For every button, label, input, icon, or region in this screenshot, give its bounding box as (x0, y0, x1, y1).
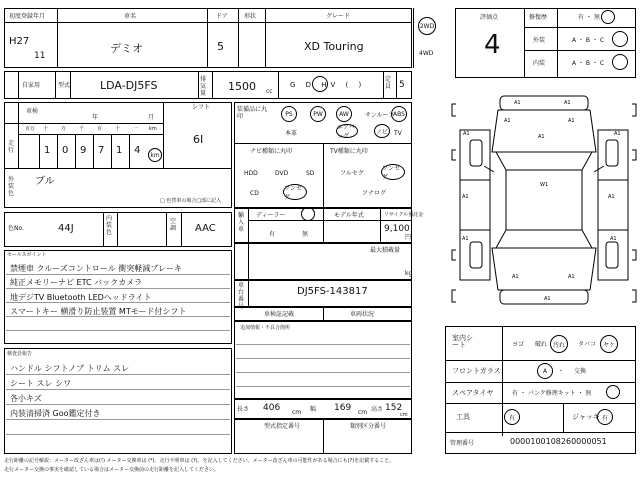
leather-label: 本革 (285, 130, 298, 137)
digit-header: 百万 (25, 126, 36, 132)
nav-dvd: DVD (275, 170, 289, 177)
max-load-unit: kg (405, 270, 413, 277)
mark-13: A1 (512, 274, 519, 280)
mark-1: A1 (514, 100, 521, 106)
right-side (598, 130, 628, 280)
dealer-no: 無 (302, 231, 309, 238)
width-unit: cm (358, 409, 368, 416)
left-side (460, 130, 490, 280)
length-label: 長さ (237, 406, 250, 413)
sales-points-label: セールスポイント (7, 252, 47, 258)
seat-opt-2: 破れ (535, 341, 548, 348)
2wd-circle: 2WD (418, 17, 436, 35)
km-circle: km (148, 148, 162, 162)
name-label: 車名 (124, 13, 137, 20)
abs-circle: ABS (391, 106, 407, 122)
chassis-label: 車台番号 (238, 282, 245, 310)
tv-analog: アナログ (362, 190, 387, 197)
capacity-value: 5 (399, 80, 405, 90)
model-value: LDA-DJ5FS (100, 79, 158, 92)
mileage-digit: 4 (134, 145, 141, 156)
interior-c-circle (612, 54, 628, 70)
bracket-bl2 (452, 290, 456, 302)
interior-label: 内装 (533, 60, 546, 67)
color-no-label: 色No. (8, 225, 24, 232)
mileage-digit: 1 (44, 145, 51, 156)
aw-circle: AW (336, 106, 352, 122)
tv-label: TV (394, 130, 402, 137)
ps-circle: PS (281, 106, 297, 122)
sales-line-4: スマートキー 横滑り防止装置 MTモード付シフト (10, 307, 187, 316)
model-year-label: モデル年式 (334, 212, 364, 219)
bracket-br2 (632, 290, 636, 302)
mileage-label: 走行 (8, 140, 15, 154)
seat-dirt-circle: 汚れ (550, 335, 568, 353)
grade-value: XD Touring (304, 40, 364, 53)
nav-cd: CD (250, 190, 259, 197)
bracket-mr (632, 150, 636, 160)
bracket-tl (452, 104, 456, 116)
fuel-options: G D HV ( ) (290, 81, 366, 89)
notes-box (234, 321, 412, 399)
mark-8: A1 (462, 194, 469, 200)
seat-label: 室内シート (452, 334, 473, 349)
roof (506, 170, 582, 230)
color-label: 外装色 (8, 176, 15, 197)
length-value: 406 (263, 403, 281, 413)
mirror-left (484, 166, 494, 172)
tv-type-label: TV種類に丸印 (330, 148, 368, 155)
nav-sd: SD (306, 170, 315, 177)
mark-2: A1 (564, 100, 571, 106)
windshield (496, 152, 592, 170)
score-label: 評価点 (480, 14, 499, 21)
dealer-circle (301, 207, 315, 221)
shift-label: シフト (192, 104, 211, 111)
class-label: 類別区分番号 (350, 423, 387, 430)
exterior-opts: A ・ B ・ C (572, 37, 605, 44)
4wd-label: 4WD (419, 50, 434, 57)
door-label: ドア (216, 13, 228, 20)
wheel-fr (606, 140, 618, 166)
displacement-label: 排気量 (200, 76, 207, 97)
name-value: デミオ (110, 42, 143, 55)
wheel-rl (470, 242, 482, 268)
nav-type-label: ナビ種類に丸印 (250, 148, 293, 155)
glass-label: フロントガラス (452, 367, 501, 375)
mileage-digit: 1 (116, 145, 123, 156)
door-value: 5 (217, 40, 224, 53)
inspector-line-2: シート スレ シワ (10, 379, 72, 388)
color-value: ブル (35, 176, 55, 187)
use-label: 自家用 (22, 82, 41, 89)
wheel-fl (470, 140, 482, 166)
mirror-right (594, 166, 604, 172)
repair-label: 修復歴 (529, 14, 548, 21)
glass-replace: 交換 (574, 368, 587, 375)
sunroof-label: サンルーフ (365, 112, 395, 119)
bracket-bl (452, 250, 456, 260)
spare-none-circle (606, 385, 620, 399)
tv-fullseg: フルセグ (340, 170, 364, 177)
spare-opts: 有 ・ パンク修理キット ・ 無 (512, 390, 592, 397)
height-label: 高さ (371, 406, 384, 413)
width-label: 幅 (310, 406, 317, 413)
sales-line-3: 地デジTV Bluetooth LEDヘッドライト (10, 293, 152, 302)
inspector-line-3: 各小キズ (10, 394, 42, 403)
mileage-digit: 9 (80, 145, 87, 156)
mark-12: A1 (610, 236, 617, 242)
digit-header: 万 (61, 126, 67, 132)
color-change-note: □ 色替車の場合□部に記入 (160, 198, 222, 204)
bracket-tr (632, 104, 636, 116)
inspector-line-4: 内装清掃済 Goo鑑定付き (10, 409, 101, 418)
sales-line-1: 禁煙車 クルーズコントロール 衝突軽減ブレーキ (10, 264, 182, 273)
tools-yes-circle: 有 (504, 409, 520, 425)
recycle-unit: 円 (405, 234, 412, 241)
inspector-line-1: ハンドル シフトノブ トリム スレ (10, 364, 130, 373)
score-value: 4 (484, 30, 501, 60)
wheel-rr (606, 242, 618, 268)
exterior-label: 外装 (533, 37, 546, 44)
header-row (4, 8, 412, 68)
bracket-ml (452, 150, 456, 160)
model-spec-label: 型式指定番号 (264, 423, 301, 430)
exterior-c-circle (612, 31, 628, 47)
seat-opt-4: タバコ (578, 341, 596, 348)
km-unit: km (149, 126, 157, 132)
diesel-circle (312, 76, 328, 92)
mark-14: A1 (568, 274, 575, 280)
import-label: 輸入車 (238, 212, 245, 233)
mgmt-value: 0000100108260000051 (510, 437, 607, 446)
car-damage-diagram (450, 90, 638, 326)
pw-circle: PW (310, 106, 326, 122)
sales-line-2: 純正メモリーナビ ETC バックカメラ (10, 278, 143, 287)
mileage-digit: 7 (98, 145, 105, 156)
reg-date-value: H27 (9, 36, 30, 47)
mark-9: A1 (608, 194, 615, 200)
mark-15: A1 (544, 296, 551, 302)
digit-header: 千 (79, 126, 85, 132)
capacity-label: 定員 (385, 76, 392, 90)
digit-header: 十 (43, 126, 49, 132)
bracket-br (632, 250, 636, 260)
inspector-notes-label: 検査員報告 (7, 351, 33, 357)
color-no-value: 44J (58, 223, 74, 234)
repair-no-circle (601, 10, 615, 24)
airbag-circle: エアバッグ (336, 124, 358, 138)
jack-label: ジャッキ (572, 413, 600, 421)
dealer-yes: 有 (269, 231, 276, 238)
mileage-digit: 0 (62, 145, 69, 156)
interior-opts: A ・ B ・ C (572, 60, 605, 67)
glass-a-circle: A (537, 363, 553, 379)
ac-value: AAC (195, 223, 216, 234)
glass-sep: ・ (558, 368, 565, 375)
nav-oneseg-circle: ワンセグ (283, 184, 307, 200)
seat-opt-1: ヨゴ (512, 341, 525, 348)
tools-label: 工具 (456, 413, 470, 421)
rear-window (496, 230, 592, 248)
grade-label: グレード (326, 13, 351, 20)
dealer-label: ディーラー (256, 212, 286, 219)
hood (492, 110, 596, 152)
mark-5: A1 (504, 118, 511, 124)
interior-color-label: 内装色 (106, 215, 113, 236)
mark-4: A1 (614, 131, 621, 137)
height-unit: cm (400, 412, 408, 418)
model-label: 型式 (58, 82, 71, 89)
length-unit: cm (292, 409, 302, 416)
shift-value: 6I (193, 133, 204, 146)
spare-label: スペアタイヤ (452, 389, 494, 397)
mark-6: A1 (568, 118, 575, 124)
digit-header: 十 (115, 126, 121, 132)
displacement-value: 1500 (228, 80, 256, 93)
reg-date-label: 初度登録年月 (9, 13, 46, 20)
recycle-value: 9,100 (384, 224, 410, 234)
trunk (492, 248, 596, 290)
digit-header: 百 (97, 126, 103, 132)
jack-yes-circle: 有 (597, 409, 613, 425)
max-load-label: 最大積載量 (370, 247, 401, 254)
cc-label: cc (266, 88, 273, 95)
month-label: 月 (148, 114, 155, 121)
seat-burn-circle: ヤケ (600, 335, 618, 353)
cert-label: 車検証記載 (264, 311, 295, 318)
ac-label: 空調 (170, 218, 177, 232)
mgmt-label: 管理番号 (450, 440, 475, 447)
height-value: 152 (385, 403, 403, 413)
repair-opts: 有 ・ 無 (578, 14, 600, 21)
year-label: 年 (92, 114, 99, 121)
footer-line-1: 走行距離の記号解説：メーター改ざん車は(!) メーター交換車は (*)、走行不明車は (?)、を記入してください。メーター改ざん車の可能性がある場合にも(?)を記載すること。 (4, 458, 395, 464)
notes-label: 追加情報・不具合箇所 (240, 325, 291, 331)
tv-oneseg-circle: ワンセグ (381, 164, 405, 180)
mark-7: A1 (538, 134, 545, 140)
shape-label: 形状 (244, 13, 257, 20)
record-label: 車両状況 (350, 311, 375, 318)
footer-line-2: 走行メーター交換の事実を確認している場合はメーター交換前の走行距離を記入してください。 (4, 467, 220, 473)
equipment-label: 装備品に丸印 (237, 106, 268, 120)
mark-11: A1 (462, 236, 469, 242)
reg-date-month: 11 (34, 51, 46, 61)
mark-10: W1 (540, 182, 549, 188)
mark-3: A1 (463, 131, 470, 137)
nav-hdd: HDD (244, 170, 258, 177)
chassis-value: DJ5FS-143817 (297, 286, 368, 297)
digit-header: 一 (133, 126, 139, 132)
inspection-label: 車検 (26, 108, 39, 115)
recycle-label: リサイクル預託金 (384, 212, 424, 218)
navi-circle: ノビ (374, 124, 390, 138)
width-value: 169 (334, 403, 352, 413)
